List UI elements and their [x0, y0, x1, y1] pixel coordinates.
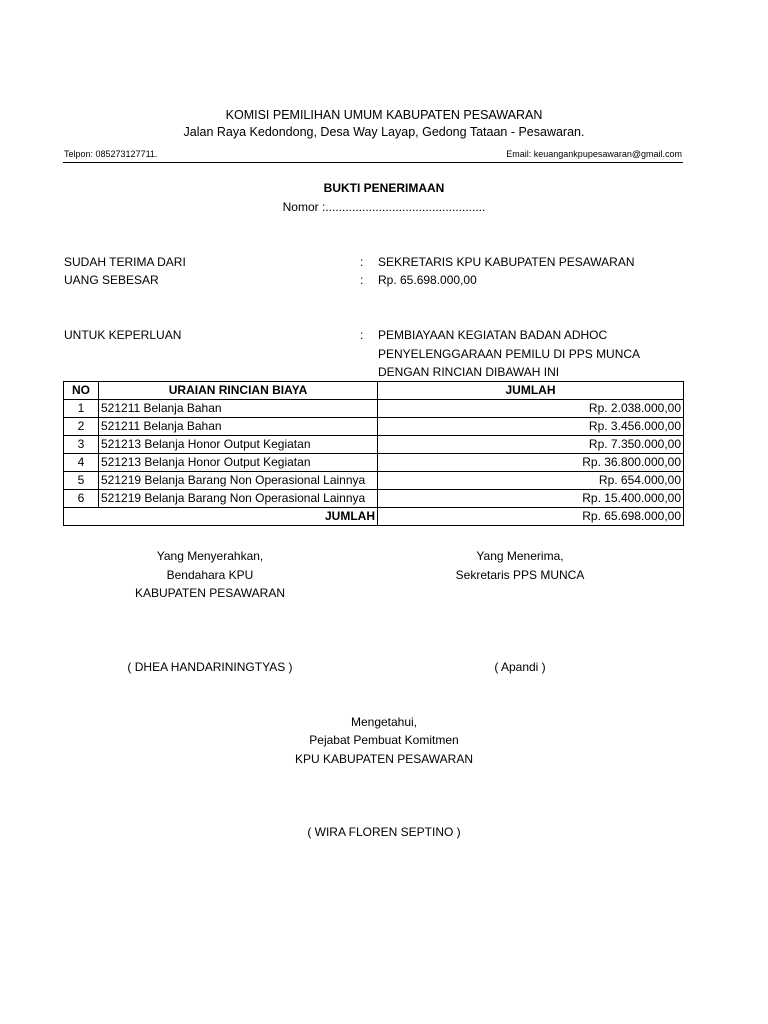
acknowledger-line: KPU KABUPATEN PESAWARAN [294, 752, 474, 766]
header-amount: JUMLAH [378, 382, 684, 400]
table-total-row [64, 508, 684, 526]
header-divider [63, 162, 683, 163]
cost-breakdown-table [63, 381, 684, 526]
amount-value: Rp. 65.698.000,00 [378, 273, 477, 287]
institution-address: Jalan Raya Kedondong, Desa Way Layap, Gedong Tataan - Pesawaran. [183, 125, 585, 139]
total-amount: Rp. 65.698.000,00 [378, 508, 684, 526]
row-description: 521219 Belanja Barang Non Operasional Lainnya [99, 472, 378, 490]
table-row [64, 490, 684, 508]
table-header-row [64, 382, 684, 400]
row-description: 521211 Belanja Bahan [99, 400, 378, 418]
row-description: 521213 Belanja Honor Output Kegiatan [99, 436, 378, 454]
email-text: Email: keuangankpupesawaran@gmail.com [506, 149, 682, 159]
table-row [64, 418, 684, 436]
row-no: 2 [64, 418, 99, 436]
row-description: 521219 Belanja Barang Non Operasional Lainnya [99, 490, 378, 508]
document-number: Nomor :................................................ [282, 200, 486, 214]
giver-line: Yang Menyerahkan, [156, 549, 264, 563]
purpose-line: PEMBIAYAAN KEGIATAN BADAN ADHOC [378, 328, 608, 342]
table-row [64, 454, 684, 472]
row-amount: Rp. 7.350.000,00 [378, 436, 684, 454]
row-no: 4 [64, 454, 99, 472]
header-description: URAIAN RINCIAN BIAYA [99, 382, 378, 400]
colon: : [360, 328, 364, 342]
row-amount: Rp. 36.800.000,00 [378, 454, 684, 472]
giver-line: KABUPATEN PESAWARAN [134, 586, 286, 600]
phone-text: Telpon: 085273127711. [64, 149, 158, 159]
colon: : [360, 273, 364, 287]
giver-name: ( DHEA HANDARININGTYAS ) [127, 660, 293, 674]
receiver-line: Sekretaris PPS MUNCA [455, 568, 585, 582]
row-no: 1 [64, 400, 99, 418]
table-row [64, 436, 684, 454]
purpose-line: PENYELENGGARAAN PEMILU DI PPS MUNCA [378, 347, 641, 361]
acknowledger-line: Mengetahui, [350, 715, 418, 729]
row-amount: Rp. 3.456.000,00 [378, 418, 684, 436]
acknowledger-name: ( WIRA FLOREN SEPTINO ) [307, 825, 461, 839]
row-amount: Rp. 654.000,00 [378, 472, 684, 490]
received-from-label: SUDAH TERIMA DARI [64, 255, 186, 269]
row-no: 6 [64, 490, 99, 508]
colon: : [360, 255, 364, 269]
row-description: 521211 Belanja Bahan [99, 418, 378, 436]
row-amount: Rp. 2.038.000,00 [378, 400, 684, 418]
amount-label: UANG SEBESAR [64, 273, 159, 287]
receiver-line: Yang Menerima, [476, 549, 564, 563]
row-no: 3 [64, 436, 99, 454]
acknowledger-line: Pejabat Pembuat Komitmen [309, 733, 459, 747]
header-no: NO [64, 382, 99, 400]
row-amount: Rp. 15.400.000,00 [378, 490, 684, 508]
table-row [64, 400, 684, 418]
giver-line: Bendahara KPU [166, 568, 254, 582]
received-from-value: SEKRETARIS KPU KABUPATEN PESAWARAN [378, 255, 635, 269]
institution-name: KOMISI PEMILIHAN UMUM KABUPATEN PESAWARAN [225, 108, 543, 122]
total-label: JUMLAH [64, 508, 378, 526]
purpose-line: DENGAN RINCIAN DIBAWAH INI [378, 365, 560, 379]
row-description: 521213 Belanja Honor Output Kegiatan [99, 454, 378, 472]
row-no: 5 [64, 472, 99, 490]
document-title: BUKTI PENERIMAAN [323, 181, 445, 195]
table-row [64, 472, 684, 490]
purpose-label: UNTUK KEPERLUAN [64, 328, 182, 342]
receiver-name: ( Apandi ) [494, 660, 546, 674]
